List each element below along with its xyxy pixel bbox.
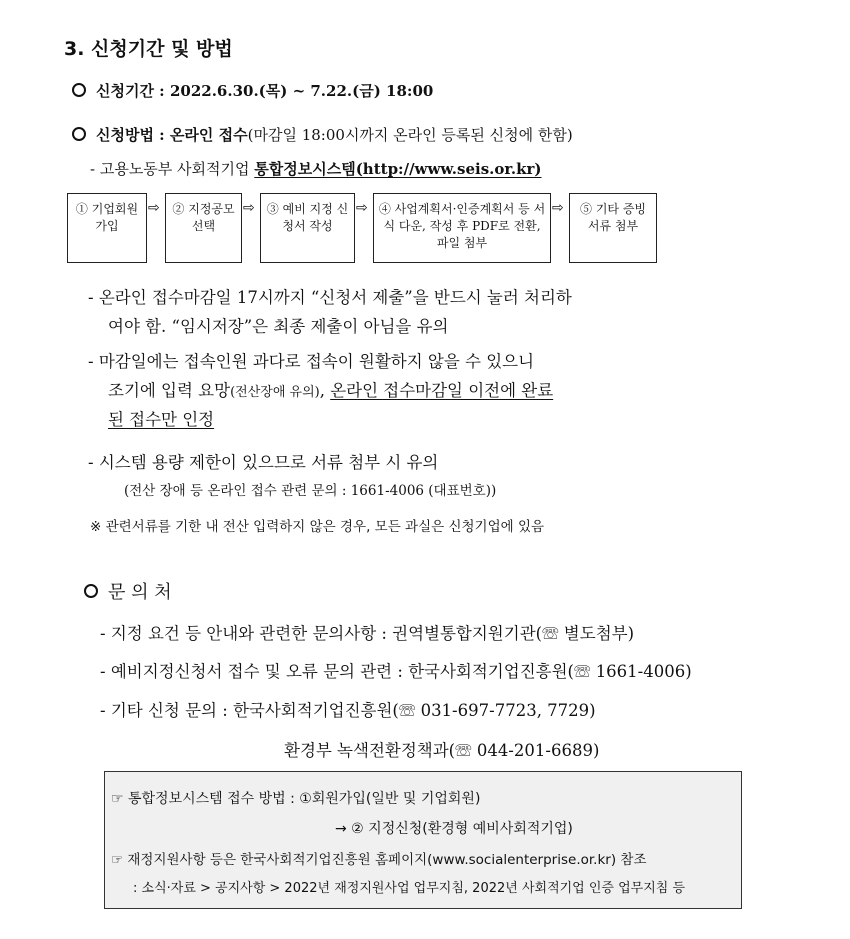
contact-line3: - 기타 신청 문의 : 한국사회적기업진흥원(☏ 031-697-7723, 7729) xyxy=(100,701,596,720)
flow-arrow-icon: ⇨ xyxy=(552,200,564,216)
system-prefix: - 고용노동부 사회적기업 xyxy=(90,160,255,178)
period-line xyxy=(72,80,433,101)
note2-line2 xyxy=(108,377,553,401)
note2-underline: 온라인 접수마감일 이전에 완료 xyxy=(330,381,554,400)
contact-line2: - 예비지정신청서 접수 및 오류 문의 관련 : 한국사회적기업진흥원(☏ 1661-4006) xyxy=(100,662,692,681)
flow-step-5: ⑤ 기타 증빙 서류 첨부 xyxy=(569,193,657,263)
warning-note: ※ 관련서류를 기한 내 전산 입력하지 않은 경우, 모든 과실은 신청기업에 있음 xyxy=(90,519,545,535)
note1-line2: 여야 함. “임시저장”은 최종 제출이 아님을 유의 xyxy=(108,317,449,336)
contact-title-line xyxy=(84,578,172,604)
circle-bullet-icon xyxy=(72,127,86,141)
system-line xyxy=(90,158,542,179)
infobox-line3: ☞ 재정지원사항 등은 한국사회적기업진흥원 홈페이지(www.socialenterprise.or.kr) 참조 xyxy=(111,852,647,868)
contact-line4: 환경부 녹색전환정책과(☏ 044-201-6689) xyxy=(284,741,600,760)
method-line xyxy=(72,124,573,145)
circle-bullet-icon xyxy=(72,83,86,97)
note1-line1: - 온라인 접수마감일 17시까지 “신청서 제출”을 반드시 눌러 처리하 xyxy=(88,288,572,307)
infobox-line1: ☞ 통합정보시스템 접수 방법 : ①회원가입(일반 및 기업회원) xyxy=(111,791,481,807)
flow-arrow-icon: ⇨ xyxy=(148,200,160,216)
contact-line1: - 지정 요건 등 안내와 관련한 문의사항 : 권역별통합지원기관(☏ 별도첨부) xyxy=(100,624,635,643)
method-bold-text: 신청방법 : 온라인 접수 xyxy=(96,126,248,144)
note2-comma: , xyxy=(319,381,331,400)
period-text: 신청기간 : 2022.6.30.(목) ~ 7.22.(금) 18:00 xyxy=(96,82,434,100)
section-title: 3. 신청기간 및 방법 xyxy=(64,38,233,60)
circle-bullet-icon xyxy=(84,584,98,598)
infobox-line2: → ② 지정신청(환경형 예비사회적기업) xyxy=(335,821,573,837)
info-box xyxy=(104,771,742,909)
note3-line1: - 시스템 용량 제한이 있으므로 서류 첨부 시 유의 xyxy=(88,453,439,472)
flow-arrow-icon: ⇨ xyxy=(356,200,368,216)
infobox-line4: : 소식·자료 > 공지사항 > 2022년 재정지원사업 업무지침, 2022년 사회적기업 인증 업무지침 등 xyxy=(133,881,686,896)
system-link[interactable]: 통합정보시스템(http://www.seis.or.kr) xyxy=(254,160,542,178)
note2-line3: 된 접수만 인정 xyxy=(108,410,215,429)
flow-step-2: ② 지정공모 선택 xyxy=(165,193,242,263)
method-normal-text: (마감일 18:00시까지 온라인 등록된 신청에 한함) xyxy=(247,126,573,144)
flow-step-1: ① 기업회원 가입 xyxy=(67,193,147,263)
flow-step-3: ③ 예비 지정 신청서 작성 xyxy=(260,193,355,263)
note2-line1: - 마감일에는 접속인원 과다로 접속이 원활하지 않을 수 있으니 xyxy=(88,352,535,371)
note2-request: 조기에 입력 요망 xyxy=(108,381,231,400)
flow-step-4: ④ 사업계획서·인증계획서 등 서식 다운, 작성 후 PDF로 전환, 파일 첨부 xyxy=(373,193,551,263)
flow-arrow-icon: ⇨ xyxy=(243,200,255,216)
note3-line2: (전산 장애 등 온라인 접수 관련 문의 : 1661-4006 (대표번호)) xyxy=(124,483,497,499)
note2-caution: (전산장애 유의) xyxy=(230,385,320,400)
contact-title: 문 의 처 xyxy=(108,582,172,603)
